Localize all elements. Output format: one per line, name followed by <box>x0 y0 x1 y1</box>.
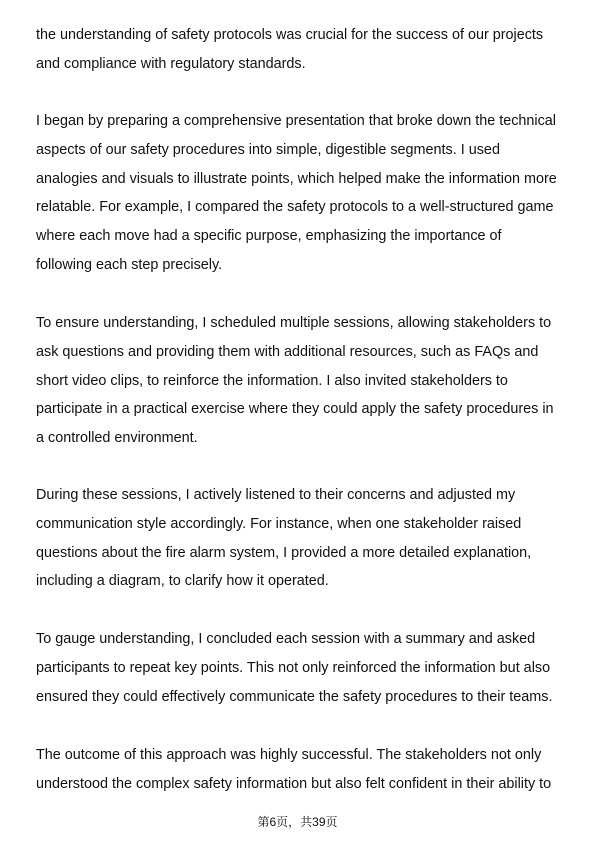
text-line: ensured they could effectively communicate the safety procedures to their teams. <box>36 688 553 705</box>
text-line: and compliance with regulatory standards. <box>36 55 306 72</box>
text-line: short video clips, to reinforce the information. I also invited stakeholders to <box>36 372 508 389</box>
paragraph-6 <box>36 741 566 799</box>
text-line: communication style accordingly. For instance, when one stakeholder raised <box>36 515 522 532</box>
text-line: where each move had a specific purpose, emphasizing the importance of <box>36 228 502 245</box>
text-line: a controlled environment. <box>36 430 198 447</box>
text-line: The outcome of this approach was highly successful. The stakeholders not only <box>36 747 542 763</box>
text-line: To ensure understanding, I scheduled multiple sessions, allowing stakeholders to <box>36 315 552 331</box>
page-number-footer: 第6页，共39页 <box>257 815 338 829</box>
paragraph-1 <box>36 21 566 79</box>
text-line: ask questions and providing them with additional resources, such as FAQs and <box>36 343 539 360</box>
text-line: the understanding of safety protocols was crucial for the success of our projects <box>36 27 544 43</box>
text-line: To gauge understanding, I concluded each session with a summary and asked <box>36 631 536 647</box>
paragraph-2 <box>36 107 566 280</box>
paragraph-3 <box>36 309 566 453</box>
text-line: understood the complex safety information but also felt confident in their ability to <box>36 775 552 792</box>
text-line: I began by preparing a comprehensive presentation that broke down the technical <box>36 113 556 129</box>
text-line: During these sessions, I actively listened to their concerns and adjusted my <box>36 487 516 503</box>
text-line: participate in a practical exercise where they could apply the safety procedures in <box>36 401 554 418</box>
text-line: following each step precisely. <box>36 256 223 273</box>
text-line: including a diagram, to clarify how it operated. <box>36 573 329 590</box>
text-line: analogies and visuals to illustrate points, which helped make the information more <box>36 170 557 187</box>
text-line: relatable. For example, I compared the safety protocols to a well-structured game <box>36 199 554 216</box>
text-line: aspects of our safety procedures into simple, digestible segments. I used <box>36 141 500 158</box>
paragraph-4 <box>36 481 566 596</box>
text-line: participants to repeat key points. This not only reinforced the information but also <box>36 659 551 676</box>
text-line: questions about the fire alarm system, I provided a more detailed explanation, <box>36 544 532 561</box>
paragraph-5 <box>36 625 566 711</box>
